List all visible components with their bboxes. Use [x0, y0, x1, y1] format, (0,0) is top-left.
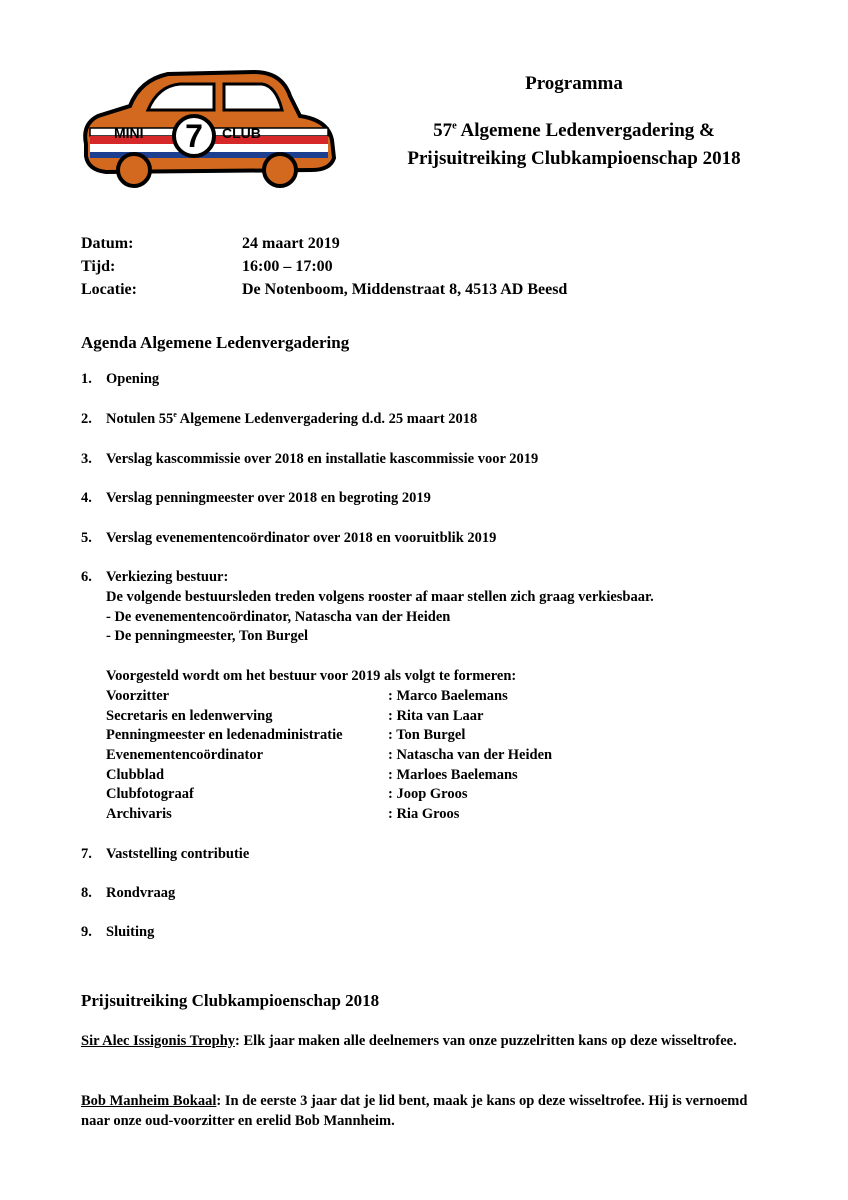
detail-value: 16:00 – 17:00: [242, 258, 333, 275]
item-number: 6.: [81, 569, 92, 585]
agenda-item: [81, 371, 159, 388]
agenda-item: [81, 885, 175, 902]
board-member: : Ton Burgel: [388, 727, 466, 744]
prize-text: : Elk jaar maken alle deelnemers van onze puzzelritten kans op deze wisseltrofee.: [235, 1033, 737, 1049]
detail-row-location: [81, 278, 567, 301]
detail-value: De Notenboom, Middenstraat 8, 4513 AD Beesd: [242, 281, 568, 298]
agenda-item: [81, 451, 538, 468]
prize-name: Sir Alec Issigonis Trophy: [81, 1033, 236, 1049]
logo-text-club: CLUB: [222, 125, 261, 141]
item-text: Verkiezing bestuur:: [106, 569, 229, 585]
item-text-sup: e: [173, 410, 177, 420]
agenda-item: [81, 490, 431, 507]
item-number: 3.: [81, 451, 92, 467]
item-text-post: Algemene Ledenvergadering d.d. 25 maart 2018: [176, 411, 478, 427]
board-role: Clubfotograaf: [106, 786, 194, 803]
item-number: 9.: [81, 924, 92, 940]
detail-row-time: [81, 255, 567, 278]
agenda-item: [81, 569, 228, 586]
election-intro: De volgende bestuursleden treden volgens rooster af maar stellen zich graag verkiesbaar.: [106, 589, 654, 605]
retiring-member: - De evenementencoördinator, Natascha van der Heiden: [106, 608, 451, 625]
item-text: Verslag penningmeester over 2018 en begroting 2019: [106, 490, 431, 506]
item-text: Rondvraag: [106, 885, 176, 901]
retiring-member: - De penningmeester, Ton Burgel: [106, 628, 309, 645]
board-role: Clubblad: [106, 766, 165, 783]
item-text: Sluiting: [106, 924, 155, 940]
prize-heading: Prijsuitreiking Clubkampioenschap 2018: [81, 991, 380, 1010]
meeting-details: [81, 232, 567, 301]
detail-row-date: [81, 232, 567, 255]
logo-text-mini: MINI: [114, 125, 144, 141]
detail-label: Locatie:: [81, 281, 137, 298]
item-number: 4.: [81, 490, 92, 506]
subtitle-number: 57: [433, 120, 453, 141]
item-text: Verslag kascommissie over 2018 en installatie kascommissie voor 2019: [106, 451, 539, 467]
board-member: : Joop Groos: [388, 786, 468, 803]
agenda-item: [81, 411, 477, 428]
prize-paragraph: [81, 1031, 771, 1051]
board-row: [106, 726, 552, 746]
prize-text: : In de eerste 3 jaar dat je lid bent, maak je kans op deze wisseltrofee. Hij is vernoemd naar onze oud-voorzitter en erelid Bob Mannheim.: [81, 1093, 748, 1129]
agenda-item: [81, 846, 249, 863]
board-row: [106, 707, 552, 727]
board-member: : Marloes Baelemans: [388, 766, 518, 783]
board-member: : Marco Baelemans: [388, 688, 508, 704]
item-text-pre: Notulen 55: [106, 411, 174, 427]
board-row: [106, 766, 552, 786]
detail-label: Tijd:: [81, 258, 116, 275]
board-role: Secretaris en ledenwerving: [106, 707, 273, 724]
prize-paragraph: [81, 1091, 771, 1131]
page-title: Programma: [525, 73, 623, 94]
item-text: [106, 411, 477, 428]
board-row: [106, 746, 552, 766]
board-role: Evenementencoördinator: [106, 747, 264, 764]
detail-label: Datum:: [81, 235, 134, 252]
item-number: 5.: [81, 530, 92, 546]
item-number: 7.: [81, 846, 92, 862]
agenda-heading: Agenda Algemene Ledenvergadering: [81, 333, 350, 352]
agenda-item: [81, 530, 496, 547]
detail-value: 24 maart 2019: [242, 235, 340, 252]
board-row: [106, 785, 552, 805]
item-number: 1.: [81, 371, 92, 387]
item-number: 2.: [81, 411, 92, 427]
prize-name: Bob Manheim Bokaal: [81, 1093, 217, 1109]
board-role: Penningmeester en ledenadministratie: [106, 727, 343, 744]
agenda-item: [81, 924, 154, 941]
subtitle-line-1: [340, 117, 808, 145]
board-role: Voorzitter: [106, 688, 170, 704]
item-text: Verslag evenementencoördinator over 2018 en vooruitblik 2019: [106, 530, 497, 546]
board-role: Archivaris: [106, 806, 172, 823]
board-member: : Rita van Laar: [388, 707, 484, 724]
board-member: : Natascha van der Heiden: [388, 747, 553, 764]
item-text: Vaststelling contributie: [106, 846, 250, 862]
board-list: [106, 687, 552, 825]
board-member: : Ria Groos: [388, 806, 460, 823]
subtitle-line-2: Prijsuitreiking Clubkampioenschap 2018: [407, 148, 741, 169]
logo-number: 7: [185, 118, 203, 154]
election-proposal: Voorgesteld wordt om het bestuur voor 2019 als volgt te formeren:: [106, 667, 517, 684]
election-details: [106, 588, 654, 687]
item-number: 8.: [81, 885, 92, 901]
board-row: [106, 805, 552, 825]
mini-7-club-logo: [76, 66, 342, 188]
board-row: [106, 687, 552, 707]
title-block: [340, 70, 808, 173]
item-text: Opening: [106, 371, 160, 387]
subtitle-text: Algemene Ledenvergadering &: [456, 120, 715, 141]
subtitle-sup: e: [452, 120, 457, 132]
